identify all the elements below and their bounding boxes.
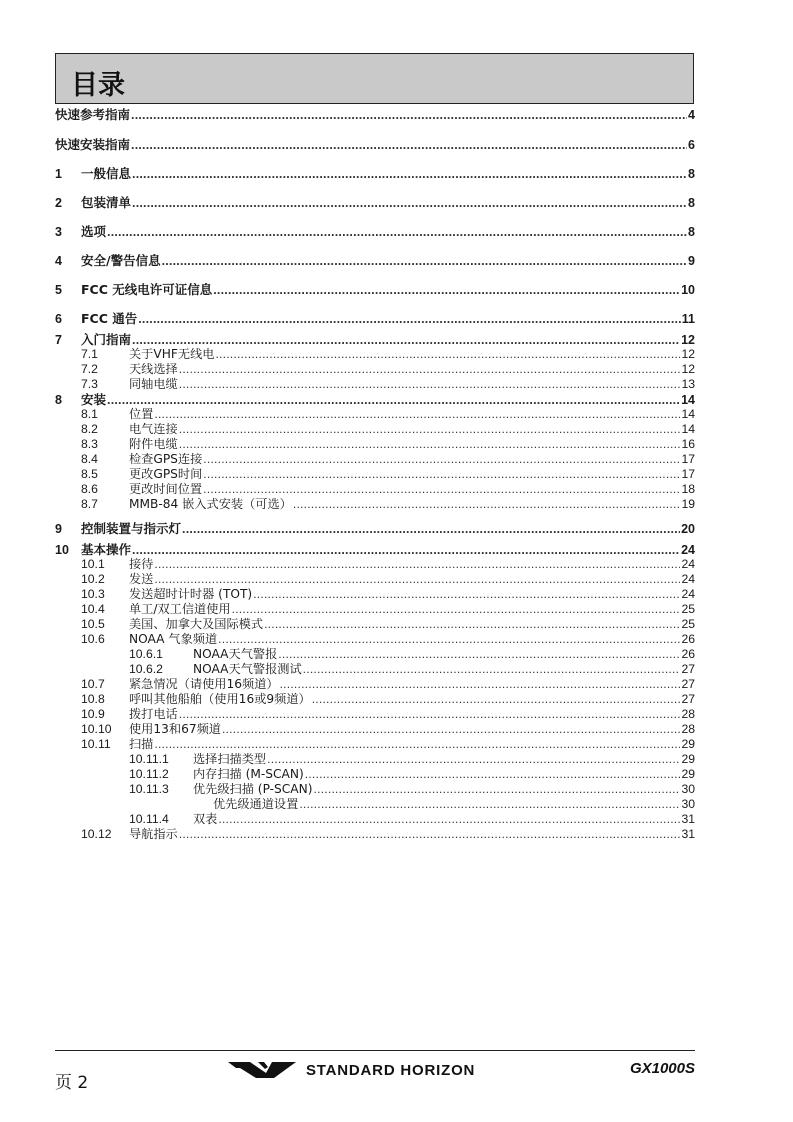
- footer-page-number: 页 2: [55, 1073, 89, 1093]
- toc-entry[interactable]: [55, 722, 695, 737]
- toc-entry-page: 29: [681, 767, 695, 781]
- toc-entry-number: 6: [55, 312, 62, 326]
- toc-entry-leader: [232, 602, 681, 617]
- toc-entry-leader: [179, 377, 681, 392]
- toc-entry[interactable]: [55, 166, 695, 182]
- toc-entry-number: 2: [55, 196, 62, 210]
- toc-entry-label: FCC 通告: [81, 311, 138, 326]
- toc-entry-leader: [203, 467, 680, 482]
- toc-entry[interactable]: [55, 707, 695, 722]
- toc-entry-page: 24: [681, 587, 695, 601]
- toc-entry-number: 10.8: [81, 692, 105, 706]
- toc-entry-page: 14: [681, 393, 695, 407]
- toc-entry-number: 10.11: [81, 737, 111, 751]
- toc-entry-page: 14: [681, 407, 695, 421]
- toc-entry-label: 入门指南: [81, 332, 132, 347]
- brand-name: STANDARD HORIZON: [306, 1061, 476, 1079]
- toc-entry-page: 12: [681, 347, 695, 361]
- toc-entry-page: 27: [681, 677, 695, 691]
- toc-entry[interactable]: [55, 812, 695, 827]
- toc-entry-label: FCC 无线电许可证信息: [81, 282, 213, 297]
- toc-entry-leader: [215, 347, 680, 362]
- toc-entry-leader: [314, 782, 681, 797]
- model-name: GX1000S: [629, 1060, 695, 1077]
- toc-entry[interactable]: [55, 797, 695, 812]
- toc-entry-page: 8: [688, 225, 695, 239]
- toc-entry-page: 28: [681, 722, 695, 736]
- toc-entry-label: 紧急情况（请使用16频道）: [129, 677, 279, 691]
- toc-entry-page: 16: [681, 437, 695, 451]
- toc-entry-page: 27: [681, 662, 695, 676]
- toc-entry[interactable]: [55, 467, 695, 482]
- toc-entry-label: 内存扫描 (M-SCAN): [193, 767, 304, 781]
- toc-entry[interactable]: [55, 557, 695, 572]
- toc-entry-page: 13: [681, 377, 695, 391]
- toc-entry[interactable]: [55, 782, 695, 797]
- toc-entry-number: 10.12: [81, 827, 112, 841]
- toc-entry-page: 31: [681, 827, 695, 841]
- toc-entry[interactable]: [55, 662, 695, 677]
- toc-entry-number: 10.7: [81, 677, 105, 691]
- toc-entry-number: 10: [55, 543, 69, 557]
- toc-entry-leader: [179, 707, 681, 722]
- toc-entry-number: 10.2: [81, 572, 105, 586]
- toc-entry-label: NOAA天气警报测试: [193, 662, 302, 676]
- toc-entry-number: 8.5: [81, 467, 98, 481]
- toc-entry-number: 10.11.4: [129, 812, 169, 826]
- toc-entry-label: 优先级通道设置: [213, 797, 299, 811]
- toc-entry[interactable]: [55, 253, 695, 269]
- toc-entry-number: 10.4: [81, 602, 105, 616]
- toc-entry-leader: [280, 677, 681, 692]
- toc-entry-label: 关于VHF无线电: [129, 347, 215, 361]
- toc-entry-label: NOAA天气警报: [193, 647, 278, 661]
- toc-entry-leader: [305, 767, 681, 782]
- toc-entry-label: 优先级扫描 (P-SCAN): [193, 782, 313, 796]
- toc-entry-page: 26: [681, 632, 695, 646]
- toc-entry-label: 呼叫其他船舶（使用16或9频道）: [129, 692, 311, 706]
- toc-entry-page: 8: [688, 167, 695, 181]
- toc-entry-number: 10.6.2: [129, 662, 163, 676]
- toc-entry-label: NOAA 气象频道: [129, 632, 218, 646]
- toc-entry-page: 29: [681, 737, 695, 751]
- toc-entry-number: 8: [55, 393, 62, 407]
- toc-entry-leader: [299, 797, 680, 812]
- toc-entry-page: 25: [681, 602, 695, 616]
- toc-entry-number: 8.6: [81, 482, 98, 496]
- toc-entry[interactable]: [55, 521, 695, 537]
- toc-entry-leader: [253, 587, 680, 602]
- toc-entry-number: 10.11.3: [129, 782, 169, 796]
- toc-entry[interactable]: [55, 737, 695, 752]
- toc-entry-label: MMB-84 嵌入式安装（可选）: [129, 497, 292, 511]
- toc-entry-leader: [154, 737, 680, 752]
- toc-entry-label: 安装: [81, 392, 107, 407]
- toc-entry-number: 10.5: [81, 617, 105, 631]
- toc-entry-label: 包装清单: [81, 195, 132, 210]
- toc-entry-page: 28: [681, 707, 695, 721]
- toc-entry-leader: [154, 572, 680, 587]
- toc-entry-number: 10.6.1: [129, 647, 163, 661]
- toc-entry-page: 27: [681, 692, 695, 706]
- toc-entry[interactable]: [55, 632, 695, 647]
- toc-entry-page: 10: [681, 283, 695, 297]
- toc-entry-page: 12: [681, 333, 695, 347]
- toc-entry-page: 11: [681, 312, 695, 326]
- toc-entry-label: 电气连接: [129, 422, 178, 436]
- toc-entry-number: 10.11.1: [129, 752, 169, 766]
- toc-entry[interactable]: [55, 542, 695, 558]
- toc-entry[interactable]: [55, 827, 695, 842]
- toc-entry-label: 导航指示: [129, 827, 178, 841]
- toc-entry-label: 接待: [129, 557, 154, 571]
- toc-entry[interactable]: [55, 137, 695, 153]
- toc-entry-label: 选项: [81, 224, 107, 239]
- toc-entry[interactable]: [55, 362, 695, 377]
- toc-entry-page: 12: [681, 362, 695, 376]
- toc-entry-page: 17: [681, 452, 695, 466]
- toc-entry-leader: [222, 722, 680, 737]
- toc-entry[interactable]: [55, 282, 695, 298]
- toc-entry-leader: [203, 482, 680, 497]
- toc-entry-leader: [278, 647, 680, 662]
- toc-entry-page: 19: [681, 497, 695, 511]
- toc-entry[interactable]: [55, 332, 695, 348]
- toc-entry-label: 快速安装指南: [55, 137, 131, 152]
- toc-entry-number: 1: [55, 167, 62, 181]
- toc-entry[interactable]: [55, 311, 695, 327]
- toc-entry-label: 更改时间位置: [129, 482, 203, 496]
- page-title-bar: [55, 53, 694, 104]
- toc-entry-leader: [203, 452, 680, 467]
- toc-entry-page: 20: [681, 522, 695, 536]
- toc-entry[interactable]: [55, 452, 695, 467]
- toc-entry-page: 30: [681, 797, 695, 811]
- toc-entry-number: 7.3: [81, 377, 98, 391]
- toc-entry-label: 单工/双工信道使用: [129, 602, 231, 616]
- toc-entry-leader: [213, 283, 680, 298]
- toc-entry-page: 30: [681, 782, 695, 796]
- toc-entry-number: 10.1: [81, 557, 105, 571]
- toc-entry-label: 安全/警告信息: [81, 253, 161, 268]
- toc-entry-number: 8.3: [81, 437, 98, 451]
- toc-entry-number: 9: [55, 522, 62, 536]
- toc-entry-leader: [303, 662, 681, 677]
- toc-entry-number: 10.9: [81, 707, 105, 721]
- toc-entry-label: 发送超时计时器 (TOT): [129, 587, 253, 601]
- toc-entry-page: 9: [688, 254, 695, 268]
- toc-entry[interactable]: [55, 422, 695, 437]
- toc-entry-label: 更改GPS时间: [129, 467, 203, 481]
- toc-entry-leader: [179, 362, 681, 377]
- toc-entry-number: 4: [55, 254, 62, 268]
- toc-entry-leader: [182, 522, 680, 537]
- toc-entry-leader: [138, 312, 681, 327]
- toc-entry-page: 31: [681, 812, 695, 826]
- toc-entry-label: 发送: [129, 572, 154, 586]
- toc-entry-page: 18: [681, 482, 695, 496]
- toc-entry-label: 位置: [129, 407, 154, 421]
- toc-entry-label: 快速参考指南: [55, 107, 131, 122]
- toc-entry-label: 扫描: [129, 737, 154, 751]
- toc-entry-leader: [218, 632, 680, 647]
- toc-entry-leader: [264, 617, 680, 632]
- toc-entry-label: 一般信息: [81, 166, 132, 181]
- toc-entry-page: 24: [681, 572, 695, 586]
- toc-entry[interactable]: [55, 677, 695, 692]
- brand-logo: [228, 1060, 475, 1080]
- toc-entry-page: 25: [681, 617, 695, 631]
- toc-entry[interactable]: [55, 647, 695, 662]
- toc-entry-page: 17: [681, 467, 695, 481]
- toc-entry-page: 24: [681, 557, 695, 571]
- toc-entry-leader: [179, 827, 681, 842]
- toc-entry-leader: [293, 497, 681, 512]
- toc-entry-number: 7.2: [81, 362, 98, 376]
- toc-entry[interactable]: [55, 195, 695, 211]
- toc-entry[interactable]: [55, 767, 695, 782]
- toc-entry-leader: [154, 407, 680, 422]
- toc-entry-page: 29: [681, 752, 695, 766]
- toc-entry[interactable]: [55, 107, 695, 123]
- toc-entry-leader: [162, 254, 687, 269]
- toc-entry[interactable]: [55, 437, 695, 452]
- toc-entry-leader: [132, 196, 687, 211]
- toc-entry-label: 拨打电话: [129, 707, 178, 721]
- toc-entry-number: 8.1: [81, 407, 98, 421]
- toc-entry-leader: [132, 333, 680, 348]
- toc-entry-label: 基本操作: [81, 542, 132, 557]
- toc-entry-leader: [267, 752, 680, 767]
- toc-entry-leader: [107, 393, 680, 408]
- toc-entry[interactable]: [55, 602, 695, 617]
- toc-entry-number: 10.6: [81, 632, 105, 646]
- toc-entry-leader: [132, 167, 687, 182]
- toc-entry-number: 7.1: [81, 347, 98, 361]
- toc-entry-label: 天线选择: [129, 362, 178, 376]
- toc-entry[interactable]: [55, 224, 695, 240]
- toc-entry-label: 控制装置与指示灯: [81, 521, 182, 536]
- toc-entry[interactable]: [55, 572, 695, 587]
- toc-entry-leader: [131, 108, 687, 123]
- toc-entry-leader: [218, 812, 680, 827]
- toc-entry-leader: [107, 225, 687, 240]
- brand-mark-icon: [228, 1060, 298, 1080]
- toc-entry-label: 检查GPS连接: [129, 452, 203, 466]
- toc-entry-number: 7: [55, 333, 62, 347]
- toc-entry-label: 同轴电缆: [129, 377, 178, 391]
- toc-entry-leader: [312, 692, 681, 707]
- toc-entry-page: 8: [688, 196, 695, 210]
- toc-entry-number: 10.11.2: [129, 767, 169, 781]
- toc-entry-number: 8.4: [81, 452, 98, 466]
- toc-entry[interactable]: [55, 497, 695, 512]
- toc-entry-page: 26: [681, 647, 695, 661]
- toc-entry-label: 附件电缆: [129, 437, 178, 451]
- toc-entry-number: 10.10: [81, 722, 112, 736]
- toc-entry-label: 美国、加拿大及国际模式: [129, 617, 264, 631]
- toc-entry-label: 双表: [193, 812, 218, 826]
- toc-entry-page: 6: [688, 138, 695, 152]
- toc-entry-page: 24: [681, 543, 695, 557]
- toc-entry-leader: [132, 543, 680, 558]
- toc-entry[interactable]: [55, 752, 695, 767]
- toc-entry[interactable]: [55, 482, 695, 497]
- toc-entry-number: 10.3: [81, 587, 105, 601]
- toc-entry-page: 14: [681, 422, 695, 436]
- toc-entry-number: 8.7: [81, 497, 98, 511]
- footer-divider: [55, 1050, 695, 1051]
- toc-entry-label: 选择扫描类型: [193, 752, 267, 766]
- toc-entry-page: 4: [688, 108, 695, 122]
- toc-entry-number: 8.2: [81, 422, 98, 436]
- toc-entry-leader: [154, 557, 680, 572]
- toc-entry[interactable]: [55, 392, 695, 408]
- toc-entry-leader: [131, 138, 687, 153]
- page-title: 目录: [71, 70, 125, 101]
- toc-entry[interactable]: [55, 617, 695, 632]
- toc-entry[interactable]: [55, 407, 695, 422]
- toc-entry-leader: [179, 437, 681, 452]
- toc-entry[interactable]: [55, 587, 695, 602]
- toc-entry-number: 5: [55, 283, 62, 297]
- toc-entry[interactable]: [55, 377, 695, 392]
- toc-entry-label: 使用13和67频道: [129, 722, 221, 736]
- toc-entry[interactable]: [55, 347, 695, 362]
- toc-entry-number: 3: [55, 225, 62, 239]
- toc-entry[interactable]: [55, 692, 695, 707]
- toc-entry-leader: [179, 422, 681, 437]
